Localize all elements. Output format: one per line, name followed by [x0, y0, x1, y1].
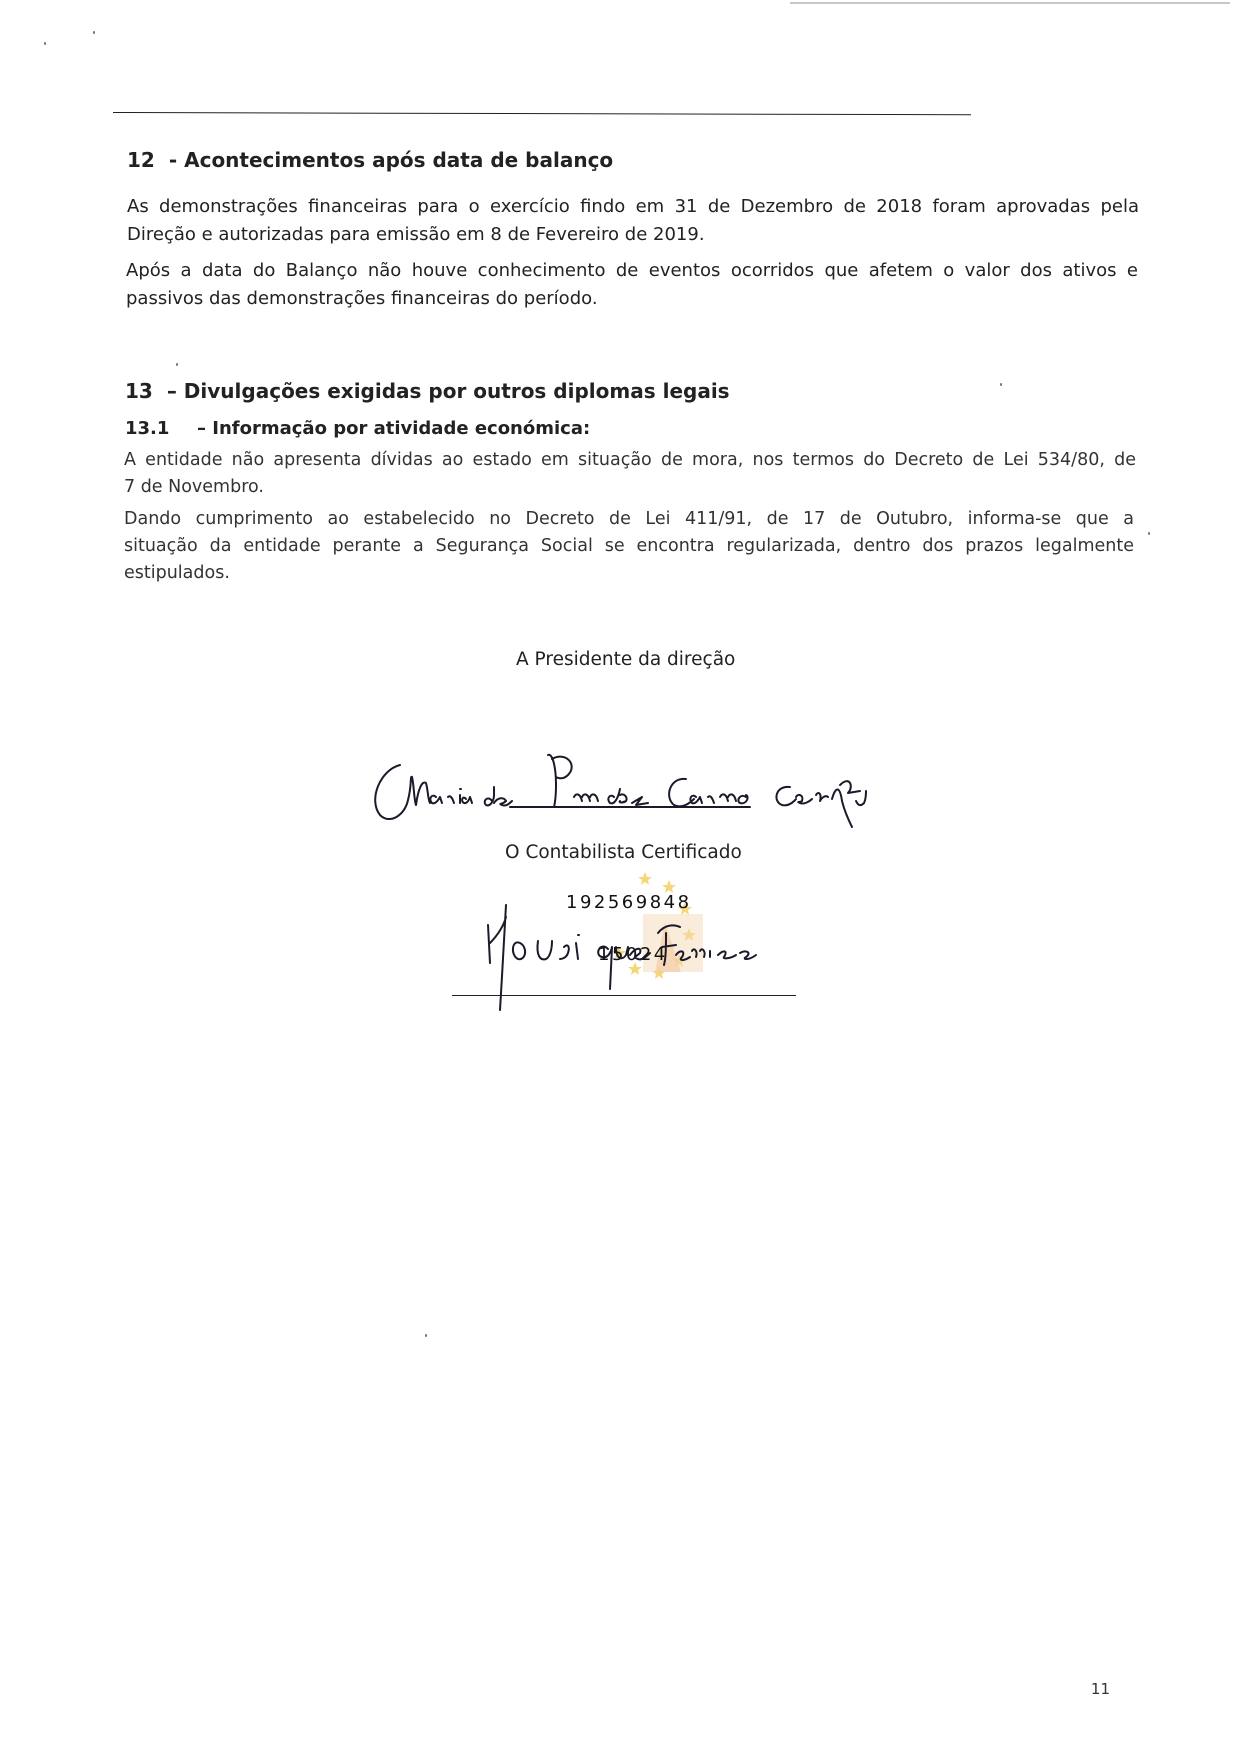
scan-speck [1148, 532, 1150, 535]
scan-speck [93, 31, 95, 34]
paragraph-line: A entidade não apresenta dívidas ao estado em situação de mora, nos termos do Decreto de Lei 534/80, de [124, 450, 1136, 470]
section-13-paragraph-1 [124, 447, 1136, 501]
stamp-number-top: 192569848 [566, 892, 692, 913]
section-13-1-heading [125, 418, 590, 439]
scan-speck [176, 363, 178, 366]
section-13-number: 13 [125, 379, 153, 403]
scan-speck [1000, 383, 1002, 386]
paragraph-line: Após a data do Balanço não houve conhecimento de eventos ocorridos que afetem o valor dos ativos e [126, 260, 1138, 281]
paragraph-line: Direção e autorizadas para emissão em 8 de Fevereiro de 2019. [127, 224, 705, 245]
scan-speck [44, 42, 46, 45]
section-12-heading [127, 148, 613, 172]
accountant-caption: O Contabilista Certificado [505, 842, 742, 863]
paragraph-line: As demonstrações financeiras para o exercício findo em 31 de Dezembro de 2018 foram aprovadas pela [127, 196, 1139, 217]
section-13-1-title: – Informação por atividade económica: [197, 418, 591, 439]
section-12-title: - Acontecimentos após data de balanço [168, 148, 614, 172]
president-caption: A Presidente da direção [516, 649, 736, 670]
page-number: 11 [1090, 1680, 1110, 1698]
section-13-title: – Divulgações exigidas por outros diplomas legais [166, 379, 730, 403]
scan-speck [425, 1334, 427, 1337]
accountant-signature-line [452, 995, 796, 996]
president-signature [370, 745, 970, 835]
paragraph-line: situação da entidade perante a Segurança Social se encontra regularizada, dentro dos prazos legalmente [124, 536, 1134, 556]
stamp-number-bottom: 15024 [598, 944, 668, 965]
paragraph-line: estipulados. [124, 563, 230, 583]
section-12-number: 12 [127, 148, 155, 172]
section-13-paragraph-2 [124, 506, 1134, 587]
paragraph-line: 7 de Novembro. [124, 477, 264, 497]
header-rule [113, 112, 971, 115]
section-13-1-number: 13.1 [125, 418, 170, 439]
paragraph-line: Dando cumprimento ao estabelecido no Decreto de Lei 411/91, de 17 de Outubro, informa-se que a [124, 509, 1134, 529]
section-13-heading [125, 379, 730, 403]
section-12-paragraph-1 [127, 193, 1139, 249]
section-12-paragraph-2 [126, 257, 1138, 313]
paragraph-line: passivos das demonstrações financeiras do período. [126, 288, 598, 309]
scan-edge-line [790, 2, 1230, 4]
